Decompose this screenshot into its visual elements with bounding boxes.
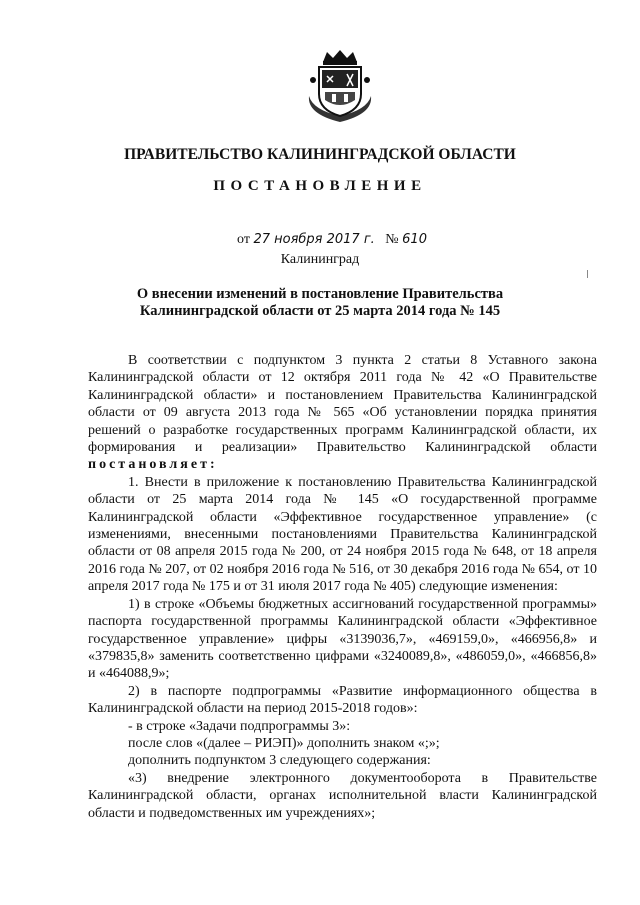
government-title: ПРАВИТЕЛЬСТВО КАЛИНИНГРАДСКОЙ ОБЛАСТИ <box>124 146 516 163</box>
margin-mark <box>587 270 588 278</box>
date-line <box>237 232 427 248</box>
subitem-2-line-a: - в строке «Задачи подпрограммы 3»: <box>128 718 351 734</box>
coat-of-arms-icon <box>303 48 377 124</box>
subitem-2-line-c: дополнить подпунктом 3 следующего содержания: <box>128 753 431 769</box>
preamble-paragraph <box>88 352 597 474</box>
city: Калининград <box>280 252 360 267</box>
number-prefix: № <box>385 232 399 247</box>
date-value: 27 ноября 2017 г. <box>253 232 375 247</box>
subitem-2: 2) в паспорте подпрограммы «Развитие информационного общества в Калининградской области на период 2015-2018 годов»: <box>88 683 597 717</box>
document-type: ПОСТАНОВЛЕНИЕ <box>213 178 427 194</box>
resolves-keyword: постановляет: <box>88 457 218 473</box>
item-1: 1. Внести в приложение к постановлению Правительства Калининградской области от 25 марта 2014 года № 145 «О государственной программе Калининградской области «Эффективное государственное управление» (с изменениями, внесенными постановлениями Правительства Калининградской области от 08 апреля 2015 года № 200, от 24 ноября 2015 года № 648, от 18 апреля 2016 года № 207, от 02 ноября 2016 года № 516, от 30 декабря 2016 года № 654, от 10 апреля 2017 года № 175 и от 31 июля 2017 года № 405) следующие изменения: <box>88 474 597 595</box>
document-number: 610 <box>402 232 427 247</box>
subject-line-2: Калининградской области от 25 марта 2014 года № 145 <box>139 303 501 319</box>
date-prefix: от <box>237 232 250 247</box>
subitem-1: 1) в строке «Объемы бюджетных ассигнований государственной программы» паспорта государственной программы Калининградской области «Эффективное государственное управление» цифры «3139036,7», «469159,0», «466956,8» и «379835,8» заменить соответственно цифрами «3240089,8», «486059,0», «466856,8» и «464088,9»; <box>88 596 597 682</box>
subitem-2-line-b: после слов «(далее – РИЭП)» дополнить знаком «;»; <box>128 735 440 751</box>
document-body <box>88 352 597 822</box>
subject-heading <box>0 286 640 320</box>
subject-line-1: О внесении изменений в постановление Правительства <box>136 286 504 302</box>
subitem-2-line-d: «3) внедрение электронного документооборота в Правительстве Калининградской области, органах исполнительной власти Калининградской области и подведомственных им учреждениях»; <box>88 770 597 821</box>
preamble-text: В соответствии с подпунктом 3 пункта 2 статьи 8 Уставного закона Калининградской области от 12 октября 2011 года № 42 «О Правительстве Калининградской области» и постановлением Правительства Калининградской области от 09 августа 2013 года № 565 «Об установлении порядка принятия решений о разработке государственных программ Калининградской области, их формирования и реализации» Правительство Калининградской области <box>88 353 597 456</box>
